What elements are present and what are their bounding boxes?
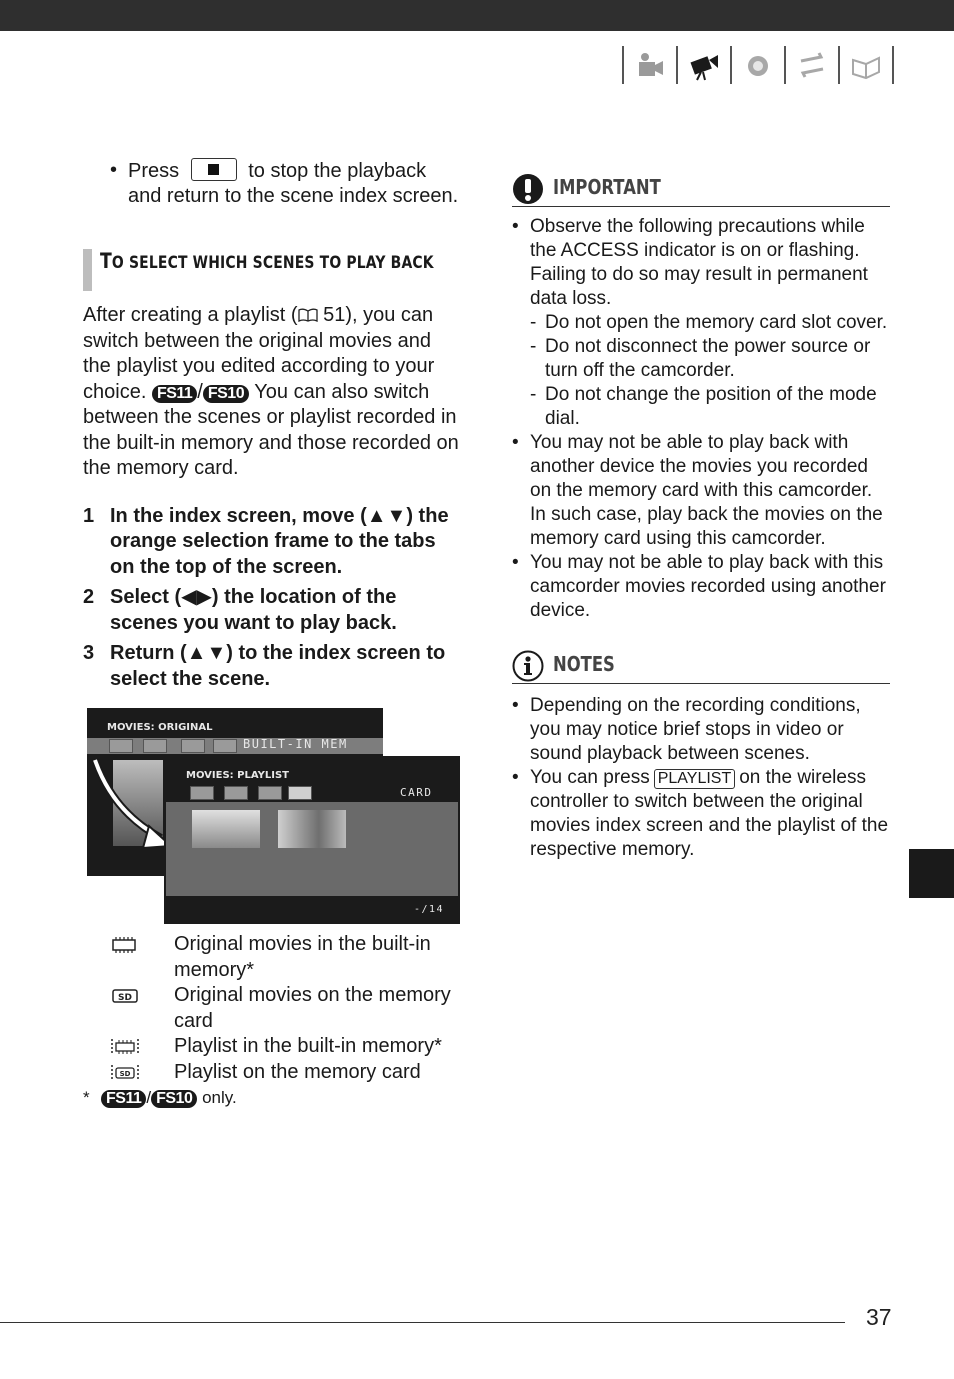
camera-icon[interactable] <box>730 46 784 84</box>
exchange-arrows-icon[interactable] <box>784 46 838 84</box>
scene-counter: -/14 <box>414 904 445 915</box>
legend-row: Playlist in the built-in memory* <box>83 1034 463 1060</box>
up-down-arrows-icon: ▲▼ <box>186 642 227 664</box>
list-item: - Do not change the position of the mode dial. <box>530 384 877 429</box>
top-bar <box>0 0 954 31</box>
exclamation-icon <box>512 173 544 205</box>
left-column <box>83 158 463 1109</box>
page-number: 37 <box>866 1304 892 1330</box>
svg-text:SD: SD <box>118 993 132 1003</box>
bottom-rule <box>0 1322 845 1323</box>
list-item: • You can press PLAYLIST on the wireless controller to switch between the original movies index screen and the playlist of the respective memory. <box>512 767 889 860</box>
list-item: - Do not disconnect the power source or turn off the camcorder. <box>530 336 871 381</box>
switch-arrow-icon <box>91 754 173 854</box>
built-in-memory-original-icon <box>111 936 139 954</box>
book-reference-icon <box>298 308 318 322</box>
list-item: • You may not be able to play back with another device the movies you recorded on the memory card with this camcorder. In such case, play back the movies on the memory card using this camcorder. <box>512 432 883 549</box>
original-screen-title: MOVIES: ORIGINAL <box>107 722 213 733</box>
built-in-memory-playlist-icon <box>111 1038 139 1056</box>
legend-row: SD Original movies on the memory card <box>83 983 463 1034</box>
list-item: • Observe the following precautions while the ACCESS indicator is on or flashing. Failing to do so may result in permanent data loss. <box>512 216 868 309</box>
playlist-screen-title: MOVIES: PLAYLIST <box>186 770 289 781</box>
list-item: - Do not open the memory card slot cover. <box>530 312 888 333</box>
svg-text:SD: SD <box>119 1069 131 1078</box>
step-3: 3 Return (▲▼) to the index screen to select the scene. <box>83 642 446 690</box>
up-down-arrows-icon: ▲▼ <box>366 504 407 527</box>
playlist-key: PLAYLIST <box>654 769 736 789</box>
left-right-arrows-icon: ◀▶ <box>181 586 212 608</box>
memory-card-original-icon <box>111 987 139 1005</box>
memory-card-playlist-icon <box>111 1064 139 1082</box>
info-icon <box>512 650 544 682</box>
steps-list <box>83 504 463 693</box>
step-1: 1 In the index screen, move (▲▼) the orange selection frame to the tabs on the top of the screen. <box>83 504 449 578</box>
fs10-badge: FS10 <box>151 1090 197 1108</box>
section-bar <box>83 249 92 291</box>
playlist-screen <box>164 756 460 924</box>
chapter-side-tab <box>909 849 954 898</box>
chapter-nav <box>622 46 894 84</box>
stop-instruction: • Press to stop the playback and return to the scene index screen. <box>110 159 459 207</box>
legend-row: Original movies in the built-in memory* <box>83 932 463 983</box>
footnote: * FS11 / FS10 only. <box>83 1088 237 1107</box>
important-list <box>512 215 890 623</box>
intro-paragraph: After creating a playlist ( 51), you can switch between the original movies and the playlist you edited according to your choice. FS11 / FS10 You can also switch between the scenes or playlist recorded in the built-in memory and those recorded on the memory card. <box>83 304 459 479</box>
fs11-badge: FS11 <box>101 1090 146 1108</box>
step-2: 2 Select (◀▶) the location of the scenes you want to play back. <box>83 586 397 634</box>
recording-icon[interactable] <box>622 46 676 84</box>
icon-legend <box>83 932 463 1085</box>
playlist-screen-location: CARD <box>400 786 433 799</box>
book-icon[interactable] <box>838 46 894 84</box>
notes-list <box>512 694 890 862</box>
list-item: • Depending on the recording conditions, you may notice brief stops in video or sound playback between scenes. <box>512 695 861 764</box>
stop-icon <box>191 158 237 181</box>
movie-camera-icon[interactable] <box>676 46 730 84</box>
notes-heading: NOTES <box>512 647 890 684</box>
legend-row: SD Playlist on the memory card <box>83 1060 463 1086</box>
fs11-badge: FS11 <box>152 385 197 403</box>
original-screen-location: BUILT-IN MEM <box>243 737 348 751</box>
list-item: • You may not be able to play back with this camcorder movies recorded using another device. <box>512 552 886 621</box>
important-heading: IMPORTANT <box>512 170 890 207</box>
section-title: TO SELECT WHICH SCENES TO PLAY BACK <box>100 249 434 273</box>
fs10-badge: FS10 <box>203 385 249 403</box>
right-column <box>512 170 890 862</box>
screen-illustration <box>83 708 463 926</box>
section-heading <box>83 249 463 291</box>
